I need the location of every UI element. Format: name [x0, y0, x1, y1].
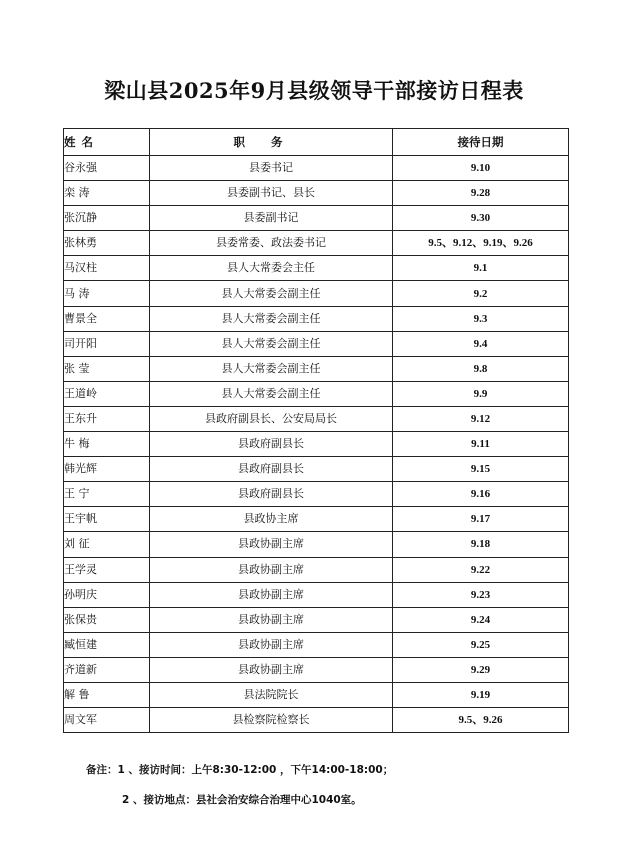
reception-date: 9.1 — [393, 256, 569, 281]
table-row — [64, 557, 569, 582]
leader-name: 张 莹 — [64, 356, 150, 381]
table-row — [64, 432, 569, 457]
reception-date: 9.19 — [393, 682, 569, 707]
reception-date: 9.5、9.26 — [393, 708, 569, 733]
leader-name: 张保贵 — [64, 607, 150, 632]
leader-position: 县委书记 — [150, 156, 393, 181]
table-header — [64, 129, 569, 156]
reception-date: 9.10 — [393, 156, 569, 181]
reception-date: 9.23 — [393, 582, 569, 607]
leader-name: 张沉静 — [64, 206, 150, 231]
table-body — [64, 156, 569, 733]
leader-name: 解 鲁 — [64, 682, 150, 707]
leader-name: 刘 征 — [64, 532, 150, 557]
leader-name: 王东升 — [64, 406, 150, 431]
leader-name: 司开阳 — [64, 331, 150, 356]
reception-date: 9.28 — [393, 181, 569, 206]
schedule-table — [63, 128, 569, 733]
leader-position: 县政协副主席 — [150, 657, 393, 682]
leader-name: 马 涛 — [64, 281, 150, 306]
leader-position: 县政协副主席 — [150, 532, 393, 557]
leader-position: 县委常委、政法委书记 — [150, 231, 393, 256]
leader-position: 县人大常委会副主任 — [150, 281, 393, 306]
leader-name: 王学灵 — [64, 557, 150, 582]
table-row — [64, 607, 569, 632]
table-row — [64, 181, 569, 206]
leader-position: 县政协副主席 — [150, 607, 393, 632]
leader-name: 王宇帆 — [64, 507, 150, 532]
header-position: 职务 — [150, 129, 393, 156]
leader-position: 县政协主席 — [150, 507, 393, 532]
leader-position: 县人大常委会副主任 — [150, 381, 393, 406]
table-row — [64, 482, 569, 507]
header-name: 姓名 — [64, 129, 150, 156]
leader-position: 县委副书记 — [150, 206, 393, 231]
reception-date: 9.12 — [393, 406, 569, 431]
leader-name: 王 宁 — [64, 482, 150, 507]
reception-date: 9.5、9.12、9.19、9.26 — [393, 231, 569, 256]
leader-name: 王道岭 — [64, 381, 150, 406]
table-row — [64, 156, 569, 181]
leader-position: 县人大常委会副主任 — [150, 331, 393, 356]
leader-name: 周文军 — [64, 708, 150, 733]
table-row — [64, 582, 569, 607]
reception-date: 9.3 — [393, 306, 569, 331]
table-row — [64, 356, 569, 381]
leader-position: 县委副书记、县长 — [150, 181, 393, 206]
page-title: 梁山县2025年9月县级领导干部接访日程表 — [104, 78, 524, 103]
reception-date: 9.22 — [393, 557, 569, 582]
leader-name: 谷永强 — [64, 156, 150, 181]
leader-position: 县检察院检察长 — [150, 708, 393, 733]
leader-name: 齐道新 — [64, 657, 150, 682]
reception-date: 9.29 — [393, 657, 569, 682]
leader-position: 县政协副主席 — [150, 632, 393, 657]
note-time: 备注：1 、接访时间：上午8:30-12:00 ，下午14:00-18:00； — [86, 764, 394, 776]
leader-position: 县人大常委会副主任 — [150, 306, 393, 331]
leader-position: 县人大常委会主任 — [150, 256, 393, 281]
leader-name: 张林勇 — [64, 231, 150, 256]
reception-date: 9.24 — [393, 607, 569, 632]
table-row — [64, 231, 569, 256]
leader-position: 县政府副县长、公安局局长 — [150, 406, 393, 431]
table-row — [64, 632, 569, 657]
header-date: 接待日期 — [393, 129, 569, 156]
reception-date: 9.15 — [393, 457, 569, 482]
table-row — [64, 682, 569, 707]
reception-date: 9.8 — [393, 356, 569, 381]
reception-date: 9.9 — [393, 381, 569, 406]
reception-date: 9.25 — [393, 632, 569, 657]
table-row — [64, 708, 569, 733]
reception-date: 9.17 — [393, 507, 569, 532]
leader-position: 县人大常委会副主任 — [150, 356, 393, 381]
reception-date: 9.4 — [393, 331, 569, 356]
table-row — [64, 381, 569, 406]
table-row — [64, 507, 569, 532]
leader-position: 县政府副县长 — [150, 432, 393, 457]
leader-name: 牛 梅 — [64, 432, 150, 457]
leader-position: 县政府副县长 — [150, 457, 393, 482]
table-row — [64, 657, 569, 682]
table-row — [64, 281, 569, 306]
leader-name: 栾 涛 — [64, 181, 150, 206]
table-row — [64, 206, 569, 231]
reception-date: 9.2 — [393, 281, 569, 306]
leader-position: 县法院院长 — [150, 682, 393, 707]
table-row — [64, 406, 569, 431]
leader-name: 马汉柱 — [64, 256, 150, 281]
reception-date: 9.16 — [393, 482, 569, 507]
leader-name: 韩光辉 — [64, 457, 150, 482]
note-location: 2 、接访地点：县社会治安综合治理中心1040室。 — [122, 794, 362, 806]
leader-position: 县政府副县长 — [150, 482, 393, 507]
leader-position: 县政协副主席 — [150, 557, 393, 582]
leader-name: 孙明庆 — [64, 582, 150, 607]
leader-name: 曹景全 — [64, 306, 150, 331]
leader-name: 臧恒建 — [64, 632, 150, 657]
reception-date: 9.18 — [393, 532, 569, 557]
reception-date: 9.30 — [393, 206, 569, 231]
table-row — [64, 532, 569, 557]
header-row — [64, 129, 569, 156]
table-row — [64, 457, 569, 482]
table-row — [64, 256, 569, 281]
leader-position: 县政协副主席 — [150, 582, 393, 607]
table-row — [64, 306, 569, 331]
table-row — [64, 331, 569, 356]
reception-date: 9.11 — [393, 432, 569, 457]
